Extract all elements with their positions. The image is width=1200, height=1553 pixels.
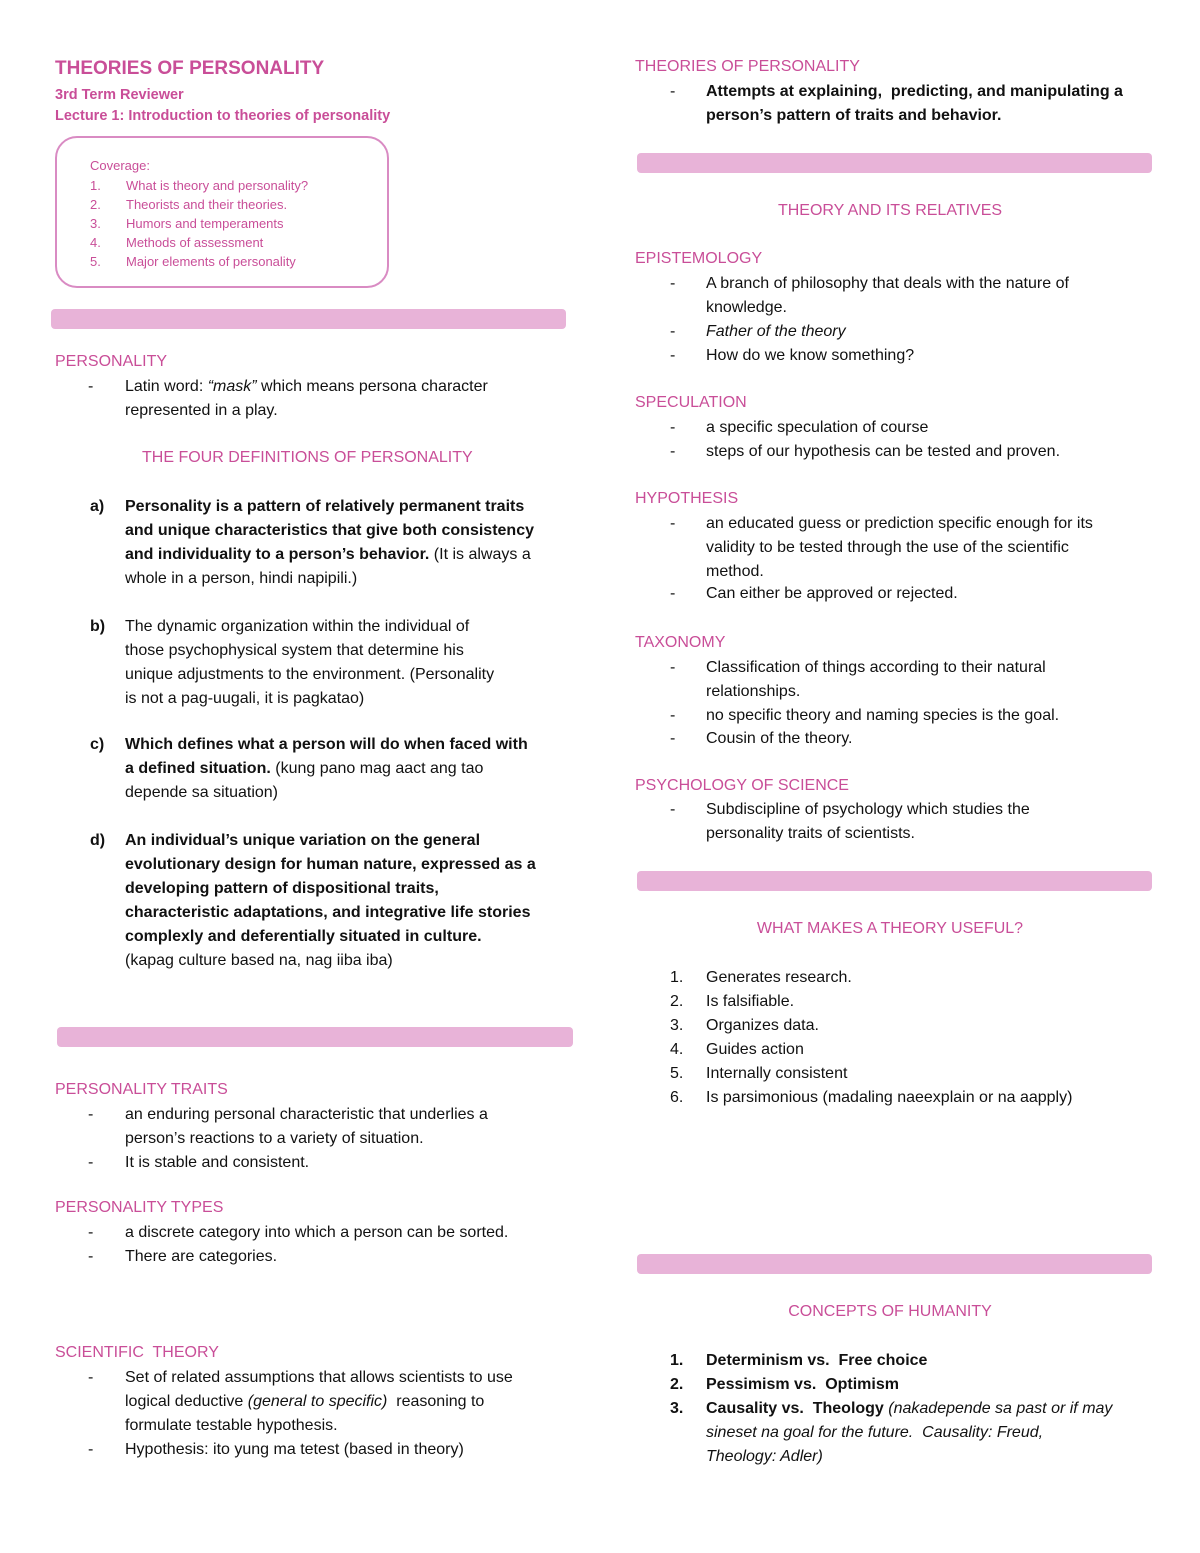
lecture-subtitle: Lecture 1: Introduction to theories of personality [55,108,391,124]
section-divider [637,153,1152,173]
humanity-heading: CONCEPTS OF HUMANITY [788,1303,992,1320]
speculation-heading: SPECULATION [635,394,747,411]
personality-heading: PERSONALITY [55,353,168,370]
section-divider [51,309,566,329]
page-title: THEORIES OF PERSONALITY [55,58,325,79]
epistemology-heading: EPISTEMOLOGY [635,250,763,267]
theories-heading: THEORIES OF PERSONALITY [635,58,860,75]
relatives-heading: THEORY AND ITS RELATIVES [777,202,1003,219]
four-definitions-heading: THE FOUR DEFINITIONS OF PERSONALITY [142,449,473,466]
section-divider [637,1254,1152,1274]
useful-heading: WHAT MAKES A THEORY USEFUL? [756,920,1024,937]
types-heading: PERSONALITY TYPES [55,1199,224,1216]
taxonomy-heading: TAXONOMY [635,634,726,651]
term-subtitle: 3rd Term Reviewer [55,87,184,103]
traits-heading: PERSONALITY TRAITS [55,1081,228,1098]
scientific-theory-heading: SCIENTIFIC THEORY [55,1344,219,1361]
section-divider [637,871,1152,891]
hypothesis-heading: HYPOTHESIS [635,490,739,507]
section-divider [57,1027,573,1047]
psychology-of-science-heading: PSYCHOLOGY OF SCIENCE [635,777,849,794]
coverage-label: Coverage: [90,158,150,173]
